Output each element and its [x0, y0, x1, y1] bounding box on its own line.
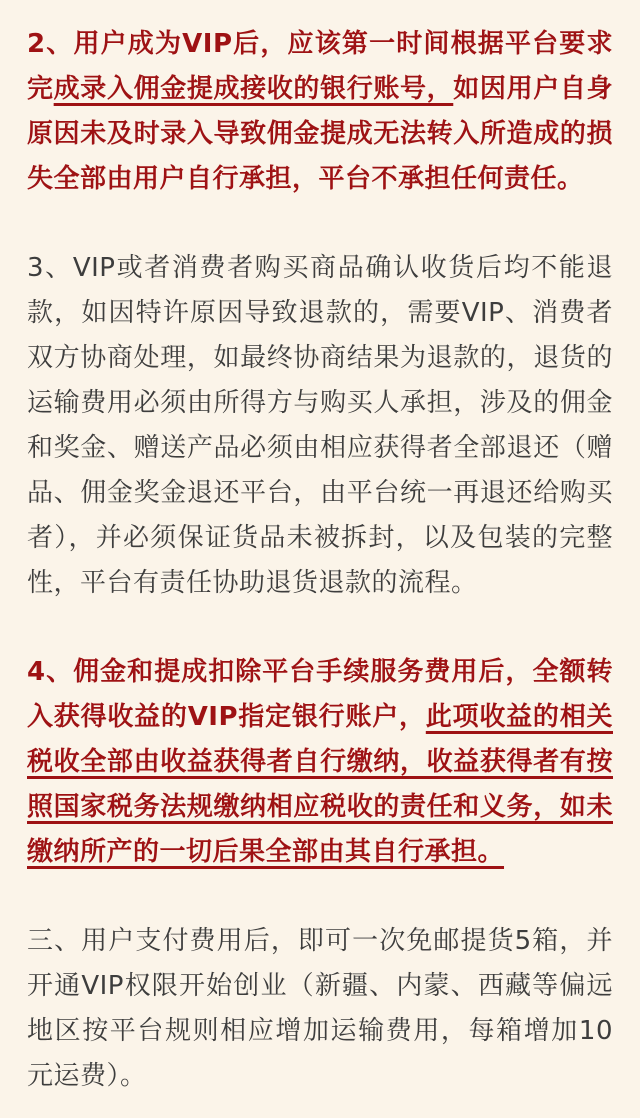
text-segment: 2、用户成为VIP后，应该第一时间根据平台要求完: [27, 29, 613, 104]
text-segment: 如因用户自身原因未及时录入导致佣金提成无法转入所造成的损失全部由用户自行承担，平台不承担任何责任。: [27, 74, 613, 194]
text-segment: 三、用户支付费用后，即可一次免邮提货5箱，并开通VIP权限开始创业（新疆、内蒙、西藏等偏远地区按平台规则相应增加运输费用，每箱增加10元运费）。: [27, 926, 613, 1091]
underlined-text-segment: 此项收益的相关税收全部由收益获得者自行缴纳，收益获得者有按照国家税务法规缴纳相应税收的责任和义务，如未缴纳所产的一切后果全部由其自行承担。: [27, 702, 613, 867]
text-segment: 4、佣金和提成扣除平台手续服务费用后，全额转入获得收益的VIP指定银行账户，: [27, 657, 613, 732]
terms-content: [27, 22, 613, 1099]
text-segment: 3、VIP或者消费者购买商品确认收货后均不能退款，如因特许原因导致退款的，需要VIP、消费者双方协商处理，如最终协商结果为退款的，退货的运输费用必须由所得方与购买人承担，涉及的佣金和奖金、赠送产品必须由相应获得者全部退还（赠品、佣金奖金退还平台，由平台统一再退还给购买者），并必须保证货品未被拆封，以及包装的完整性，平台有责任协助退货退款的流程。: [27, 253, 613, 598]
paragraph-clause-4: [27, 650, 613, 875]
paragraph-clause-3: [27, 246, 613, 606]
paragraph-clause-2: [27, 22, 613, 202]
underlined-text-segment: 成录入佣金提成接收的银行账号，: [53, 74, 454, 104]
paragraph-clause-san: [27, 919, 613, 1099]
